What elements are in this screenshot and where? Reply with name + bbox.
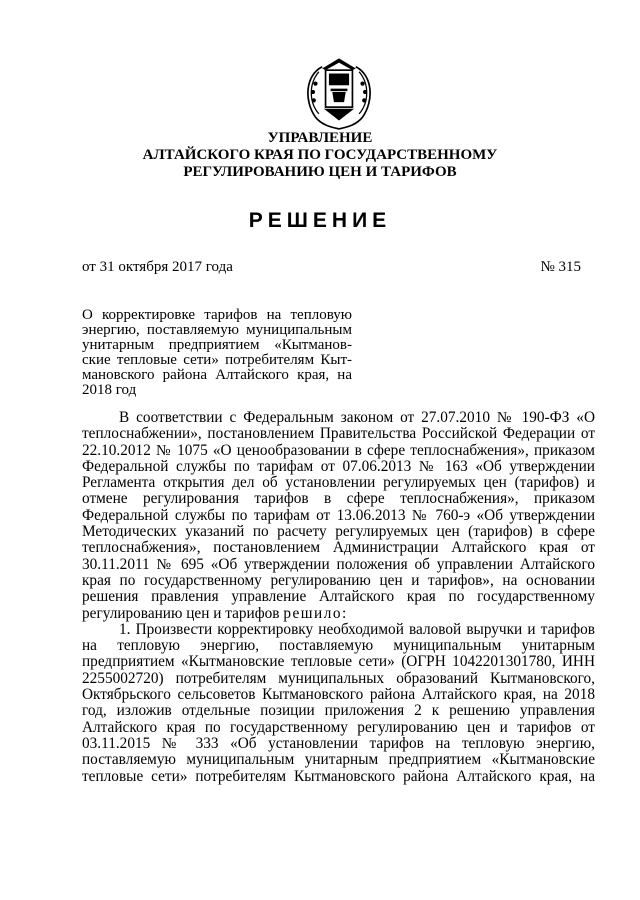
preamble-line: теплоснабжении», постановлением Правительства Российской Федерации от <box>82 425 595 443</box>
preamble-line: Регламента открытия дел об установлении регулируемых цен (тарифов) и <box>82 474 595 492</box>
item-1-line: тепловые сети» потребителям Кытмановского района Алтайского края, на <box>82 767 595 785</box>
preamble-last-text: регулированию цен и тарифов <box>82 604 280 622</box>
preamble-line: отмене регулирования тарифов в сфере теплоснабжения», приказом <box>82 490 595 508</box>
subject-line: мановского района Алтайского края, на <box>82 367 352 383</box>
subject-line: ские тепловые сети» потребителям Кыт- <box>82 352 352 368</box>
subject-line: энергию, поставляемую муниципальным <box>82 322 352 338</box>
organization-name <box>0 130 640 181</box>
org-line-1: УПРАВЛЕНИЕ <box>267 130 373 146</box>
item-1-line: на тепловую энергию, поставляемую муниципальным унитарным <box>82 637 595 655</box>
preamble-line: 30.11.2011 № 695 «Об утверждении положения об управлении Алтайского <box>82 555 595 573</box>
preamble-line: края по государственному регулированию цен и тарифов», на основании <box>82 571 595 589</box>
preamble-line: решения правления управление Алтайского края по государственному <box>82 588 595 606</box>
item-1-line: предприятием «Кытмановские тепловые сети» (ОГРН 1042201301780, ИНН <box>82 653 595 671</box>
document-number: № 315 <box>540 259 581 275</box>
item-1-line: 03.11.2015 № 333 «Об установлении тарифов на тепловую энергию, <box>82 734 595 752</box>
item-1-line: Октябрьского сельсоветов Кытмановского района Алтайского края, на 2018 <box>82 686 595 704</box>
document-body <box>82 410 595 785</box>
item-1-line: 1. Произвести корректировку необходимой валовой выручки и тарифов <box>119 620 595 638</box>
preamble-line: В соответствии с Федеральным законом от 27.07.2010 № 190-ФЗ «О <box>119 409 595 426</box>
decided-word: решило <box>283 604 343 622</box>
preamble-line: 22.10.2012 № 1075 «О ценообразовании в сфере теплоснабжения», приказом <box>82 441 595 459</box>
preamble-line: Методических указаний по расчету регулируемых цен (тарифов) в сфере <box>82 523 595 541</box>
coat-of-arms-emblem <box>297 50 381 134</box>
subject-line: О корректировке тарифов на тепловую <box>82 307 352 323</box>
item-1-line: поставляемую муниципальным унитарным предприятием «Кытмановские <box>82 751 595 769</box>
document-type: РЕШЕНИЕ <box>248 209 392 232</box>
preamble-line: Федеральной службы по тарифам от 13.06.2013 № 760-э «Об утверждении <box>82 506 595 524</box>
decided-colon: : <box>342 604 347 622</box>
preamble-last-line <box>82 606 595 622</box>
document-subject <box>82 308 352 398</box>
item-1-line: год, изложив отдельные позиции приложения 2 к решению управления <box>82 702 595 720</box>
item-1-line: Алтайского края по государственному регулированию цен и тарифов от <box>82 718 595 736</box>
preamble-line: Федеральной службы по тарифам от 07.06.2013 № 163 «Об утверждении <box>82 457 595 475</box>
item-1-line: 2255002720) потребителям муниципальных образований Кытмановского, <box>82 669 595 687</box>
document-date: от 31 октября 2017 года <box>82 259 233 275</box>
org-line-2: АЛТАЙСКОГО КРАЯ ПО ГОСУДАРСТВЕННОМУ <box>142 147 498 163</box>
subject-line: 2018 год <box>82 382 137 398</box>
preamble-line: теплоснабжения», постановлением Администрации Алтайского края от <box>82 539 595 557</box>
org-line-3: РЕГУЛИРОВАНИЮ ЦЕН И ТАРИФОВ <box>183 164 457 180</box>
subject-line: унитарным предприятием «Кытманов- <box>82 337 352 353</box>
